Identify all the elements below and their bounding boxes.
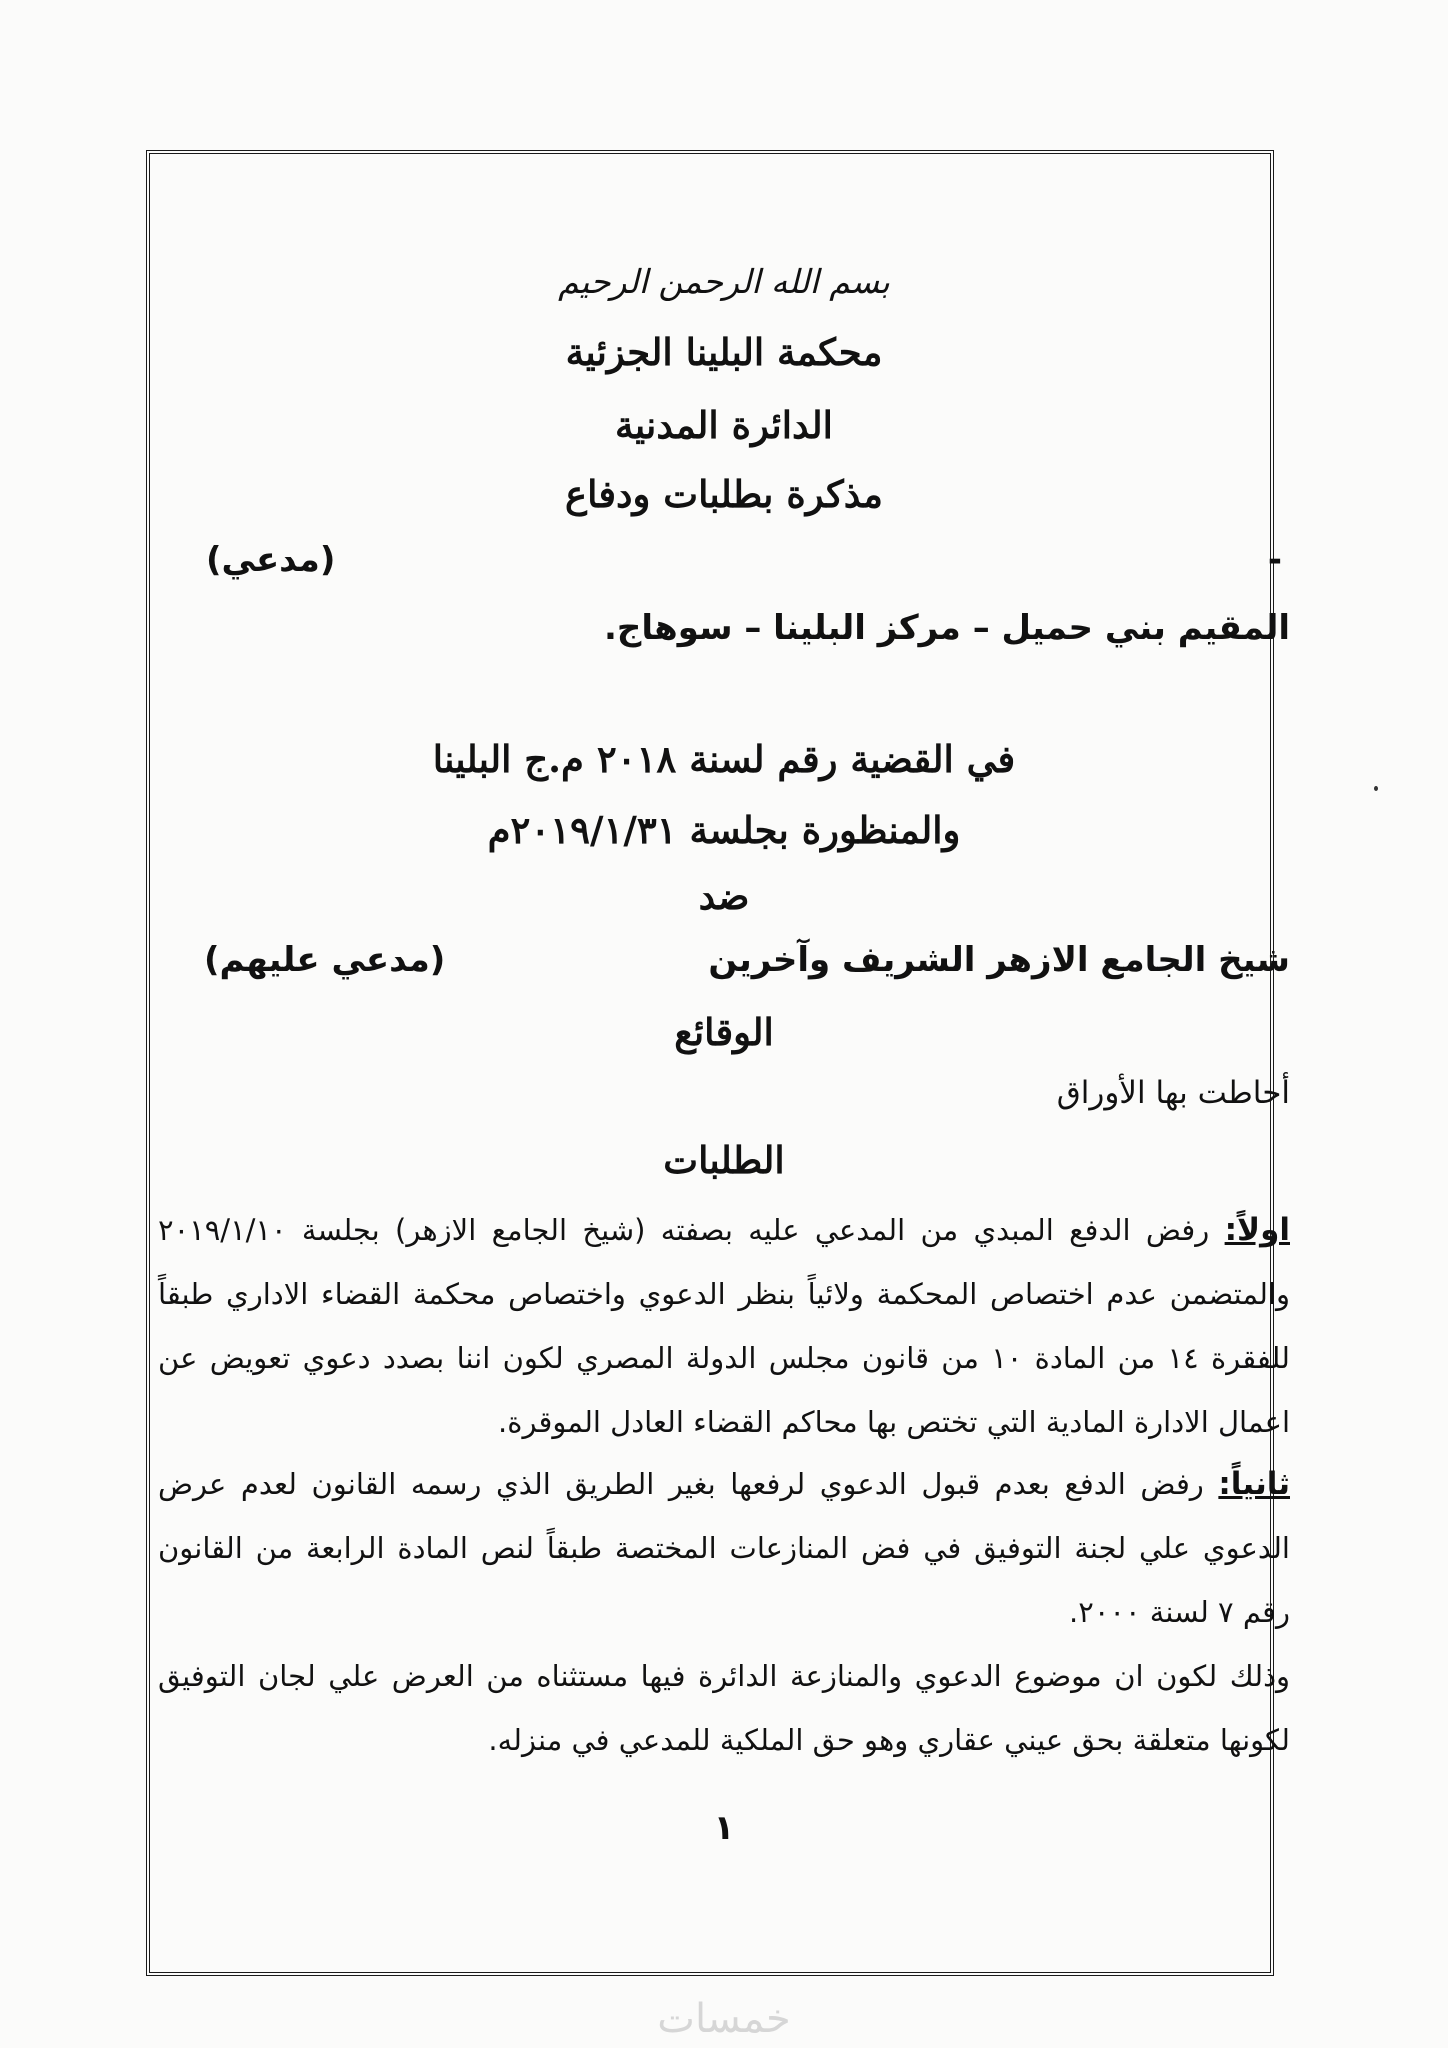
defendant-role: (مدعي عليهم) bbox=[204, 940, 446, 980]
request-first-text: رفض الدفع المبدي من المدعي عليه بصفته (شيخ الجامع الازهر) بجلسة ٢٠١٩/١/١٠ والمتضمن عدم اختصاص المحكمة ولائياً بنظر الدعوي واختصاص محكمة القضاء الاداري طبقاً للفقرة ١٤ من المادة ١٠ من قانون مجلس الدولة المصري لكون اننا بصدد دعوي تعويض عن اعمال الادارة المادية التي تختص بها محاكم القضاء العادل الموقرة. bbox=[158, 1213, 1290, 1439]
case-number-line: في القضية رقم لسنة ٢٠١٨ م.ج البلينا bbox=[432, 737, 1016, 781]
request-first-paragraph bbox=[158, 1198, 1290, 1454]
plaintiff-address: المقيم بني حميل – مركز البلينا – سوهاج. bbox=[604, 608, 1290, 648]
request-reason-paragraph: وذلك لكون ان موضوع الدعوي والمنازعة الدائرة فيها مستثناه من العرض علي لجان التوفيق لكونها متعلقة بحق عيني عقاري وهو حق الملكية للمدعي في منزله. bbox=[158, 1659, 1290, 1757]
court-name: محكمة البلينا الجزئية bbox=[565, 330, 883, 374]
facts-heading: الوقائع bbox=[674, 1010, 774, 1054]
watermark-logo: خمسات bbox=[657, 1996, 791, 2042]
scan-mark bbox=[1374, 786, 1378, 791]
facts-text: أحاطت بها الأوراق bbox=[1056, 1075, 1290, 1111]
request-second-text: رفض الدفع بعدم قبول الدعوي لرفعها بغير الطريق الذي رسمه القانون لعدم عرض الدعوي علي لجنة التوفيق في فض المنازعات المختصة طبقاً لنص المادة الرابعة من القانون رقم ٧ لسنة ٢٠٠٠. bbox=[158, 1467, 1290, 1629]
against-label: ضد bbox=[698, 874, 750, 918]
basmala: بسم الله الرحمن الرحيم bbox=[558, 262, 890, 301]
request-second-label: ثانياً: bbox=[1218, 1466, 1290, 1502]
request-second-paragraph bbox=[158, 1452, 1290, 1644]
requests-heading: الطلبات bbox=[663, 1138, 785, 1182]
session-date-line: والمنظورة بجلسة ٢٠١٩/١/٣١م bbox=[487, 808, 961, 852]
memo-title: مذكرة بطلبات ودفاع bbox=[565, 472, 883, 516]
page-number: ١ bbox=[713, 1808, 735, 1848]
defendant-name: شيخ الجامع الازهر الشريف وآخرين bbox=[708, 940, 1290, 980]
plaintiff-role: (مدعي) bbox=[206, 540, 336, 580]
circuit-name: الدائرة المدنية bbox=[615, 403, 833, 447]
plaintiff-name: - bbox=[1267, 540, 1282, 580]
request-first-label: اولاً: bbox=[1224, 1212, 1290, 1248]
